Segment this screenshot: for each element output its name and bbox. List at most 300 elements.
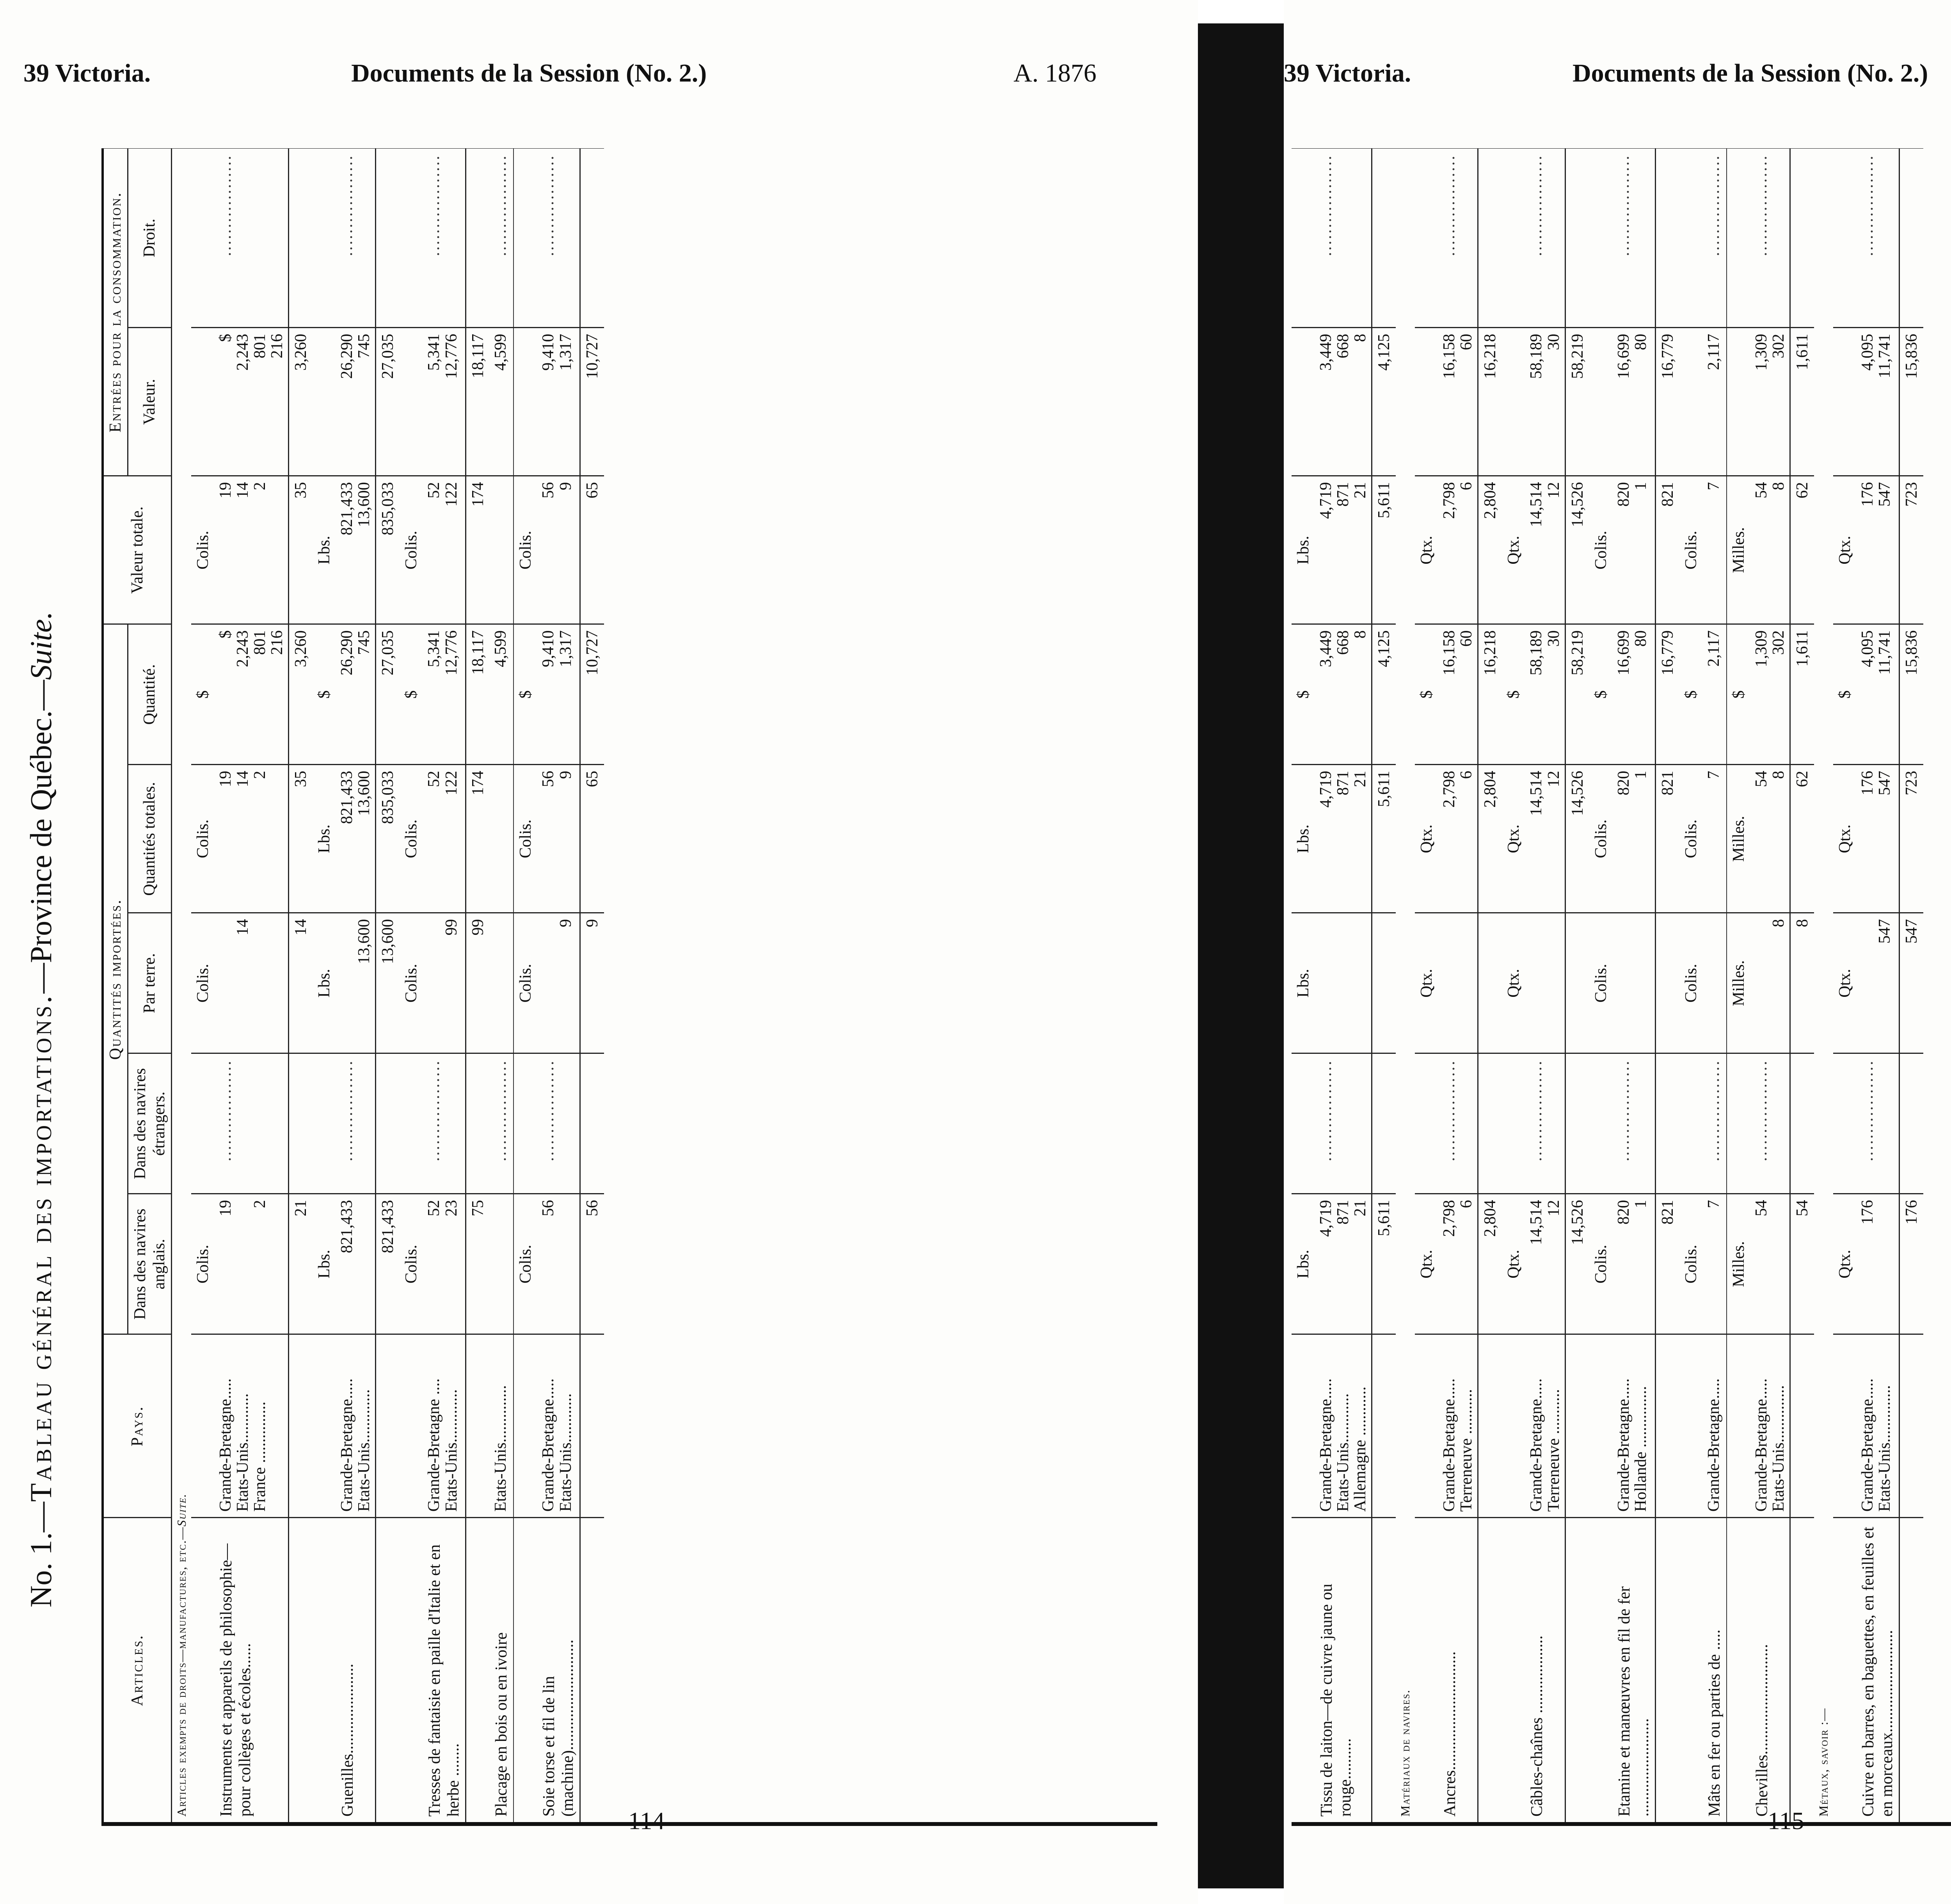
total-droit xyxy=(376,148,400,328)
unit-spacer xyxy=(400,1518,423,1822)
q-unit: Lbs. xyxy=(1292,476,1315,624)
anglais-unit: Colis. xyxy=(400,1194,423,1334)
total-spacer xyxy=(1478,1334,1502,1518)
total-quantites: 5,611 xyxy=(1372,765,1396,913)
right-table-frame xyxy=(1292,148,1951,1826)
unit-spacer xyxy=(1589,1334,1613,1518)
total-quantite: 62 xyxy=(1790,476,1814,624)
valeur-totale-cell: 4,095 11,741 xyxy=(1857,624,1899,765)
terre-cell: 547 xyxy=(1857,913,1899,1053)
unit-spacer xyxy=(1833,1334,1857,1518)
total-quantites: 174 xyxy=(466,765,490,913)
anglais-unit: Colis. xyxy=(1679,1194,1703,1334)
total-etrangers xyxy=(289,1053,313,1194)
total-droit xyxy=(1372,148,1396,328)
total-valeur: 16,218 xyxy=(1478,328,1502,476)
total-quantite: 35 xyxy=(289,476,313,624)
total-valeur: 4,125 xyxy=(1372,328,1396,476)
d-unit xyxy=(1727,148,1750,328)
droit-cell: .................. xyxy=(1703,148,1727,328)
article-cell: Chevilles........................... xyxy=(1750,1518,1790,1822)
header-documents: Documents de la Session (No. 2.) xyxy=(1573,59,1928,87)
table-row xyxy=(1750,148,1790,1822)
v-unit xyxy=(1415,328,1438,476)
etrangers-unit xyxy=(400,1053,423,1194)
quantites-totales-cell: 2,798 6 xyxy=(1438,765,1478,913)
total-valeur: 27,035 xyxy=(376,328,400,476)
v-unit xyxy=(1679,328,1703,476)
unit-spacer xyxy=(1502,1334,1525,1518)
title-suite: Suite. xyxy=(24,611,58,680)
total-etrangers xyxy=(1478,1053,1502,1194)
table-row xyxy=(1525,148,1565,1822)
quantites-totales-cell xyxy=(490,765,514,913)
total-valeur-totale: 10,727 xyxy=(580,624,604,765)
total-quantite: 821 xyxy=(1655,476,1679,624)
terre-unit: Lbs. xyxy=(313,913,336,1053)
total-quantites: 65 xyxy=(580,765,604,913)
import-table-right xyxy=(1292,148,1923,1822)
total-droit xyxy=(1655,148,1679,328)
total-row xyxy=(1478,148,1502,1822)
terre-cell xyxy=(1613,913,1656,1053)
terre-unit: Colis. xyxy=(400,913,423,1053)
etrangers-unit xyxy=(313,1053,336,1194)
qt-unit: Colis. xyxy=(1589,765,1613,913)
terre-unit: Colis. xyxy=(191,913,215,1053)
total-anglais: 2,804 xyxy=(1478,1194,1502,1334)
valeur-totale-cell: 2,117 xyxy=(1703,624,1727,765)
droit-cell: .................. xyxy=(1315,148,1372,328)
q-unit: Colis. xyxy=(1679,476,1703,624)
table-title xyxy=(23,359,59,1607)
unit-row xyxy=(1727,148,1750,1822)
total-quantites: 35 xyxy=(289,765,313,913)
q-unit: Qtx. xyxy=(1415,476,1438,624)
quantite-cell: 14,514 12 xyxy=(1525,476,1565,624)
total-valeur-totale: 1,611 xyxy=(1790,624,1814,765)
unit-spacer xyxy=(1415,1518,1438,1822)
d-unit xyxy=(400,148,423,328)
total-spacer xyxy=(1899,1334,1923,1518)
total-quantite: 835,033 xyxy=(376,476,400,624)
total-spacer xyxy=(376,1518,400,1822)
section-heading xyxy=(1814,148,1833,1822)
total-etrangers xyxy=(1790,1053,1814,1194)
article-cell: Mâts en fer ou parties de ..... xyxy=(1703,1518,1727,1822)
total-spacer xyxy=(580,1518,604,1822)
unit-row xyxy=(1292,148,1315,1822)
quantite-cell xyxy=(490,476,514,624)
header-victoria: 39 Victoria. xyxy=(23,59,151,87)
unit-spacer xyxy=(191,1518,215,1822)
terre-cell xyxy=(1438,913,1478,1053)
valeur-cell: 58,189 30 xyxy=(1525,328,1565,476)
book-gutter xyxy=(1198,23,1284,1888)
total-terre xyxy=(1655,913,1679,1053)
col-valeur-totale: Valeur totale. xyxy=(104,476,171,624)
total-quantites: 14,526 xyxy=(1565,765,1589,913)
title-suffix: —Province de Québec.— xyxy=(24,680,58,994)
unit-spacer xyxy=(313,1334,336,1518)
anglais-unit: Colis. xyxy=(514,1194,537,1334)
anglais-cell: 14,514 12 xyxy=(1525,1194,1565,1334)
total-spacer xyxy=(1372,1334,1396,1518)
terre-cell xyxy=(490,913,514,1053)
total-spacer xyxy=(376,1334,400,1518)
pays-cell: Grande-Bretagne..... Etats-Unis............ France ............... xyxy=(215,1334,289,1518)
table-row xyxy=(1315,148,1372,1822)
section-label: Métaux, savoir :— xyxy=(1816,1707,1830,1817)
etrangers-unit xyxy=(1727,1053,1750,1194)
valeur-totale-cell: 9,410 1,317 xyxy=(537,624,580,765)
total-row xyxy=(1899,148,1923,1822)
etrangers-cell: .................. xyxy=(336,1053,376,1194)
unit-row xyxy=(1833,148,1857,1822)
etrangers-unit xyxy=(191,1053,215,1194)
total-droit xyxy=(1899,148,1923,328)
unit-row xyxy=(313,148,336,1822)
d-unit xyxy=(1292,148,1315,328)
v-unit xyxy=(1589,328,1613,476)
pays-cell: Grande-Bretagne..... xyxy=(1703,1334,1727,1518)
unit-row xyxy=(1415,148,1438,1822)
table-row xyxy=(215,148,289,1822)
pays-cell: Grande-Bretagne..... Etats-Unis............ xyxy=(537,1334,580,1518)
unit-spacer xyxy=(1292,1334,1315,1518)
total-row xyxy=(580,148,604,1822)
total-anglais: 821,433 xyxy=(376,1194,400,1334)
q-unit: Colis. xyxy=(191,476,215,624)
total-spacer xyxy=(580,1334,604,1518)
total-terre xyxy=(1565,913,1589,1053)
v-unit xyxy=(1833,328,1857,476)
v-unit xyxy=(313,328,336,476)
anglais-cell xyxy=(490,1194,514,1334)
unit-row xyxy=(400,148,423,1822)
terre-unit: Colis. xyxy=(1589,913,1613,1053)
page-number-right: 115 xyxy=(1768,1807,1804,1835)
vt-unit: $ xyxy=(1679,624,1703,765)
total-valeur: 3,260 xyxy=(289,328,313,476)
anglais-unit: Lbs. xyxy=(1292,1194,1315,1334)
total-anglais: 176 xyxy=(1899,1194,1923,1334)
anglais-cell: 821,433 xyxy=(336,1194,376,1334)
unit-spacer xyxy=(1727,1518,1750,1822)
total-droit xyxy=(1565,148,1589,328)
quantites-totales-cell: 56 9 xyxy=(537,765,580,913)
terre-cell: 14 xyxy=(215,913,289,1053)
vt-unit: $ xyxy=(1292,624,1315,765)
anglais-cell: 52 23 xyxy=(423,1194,466,1334)
total-etrangers xyxy=(1899,1053,1923,1194)
valeur-cell: 4,095 11,741 xyxy=(1857,328,1899,476)
etrangers-unit xyxy=(1415,1053,1438,1194)
total-anglais: 821 xyxy=(1655,1194,1679,1334)
valeur-cell: 2,117 xyxy=(1703,328,1727,476)
droit-cell: .................. xyxy=(1857,148,1899,328)
valeur-totale-cell: 58,189 30 xyxy=(1525,624,1565,765)
etrangers-cell: .................. xyxy=(1315,1053,1372,1194)
total-valeur: 10,727 xyxy=(580,328,604,476)
qt-unit: Lbs. xyxy=(313,765,336,913)
col-navires-anglais: Dans des navires anglais. xyxy=(128,1194,172,1334)
anglais-cell: 56 xyxy=(537,1194,580,1334)
valeur-cell: 5,341 12,776 xyxy=(423,328,466,476)
article-cell: Tissu de laiton—de cuivre jaune ou rouge.......... xyxy=(1315,1518,1372,1822)
unit-spacer xyxy=(1415,1334,1438,1518)
q-unit: Milles. xyxy=(1727,476,1750,624)
valeur-totale-cell: 4,599 xyxy=(490,624,514,765)
total-quantites: 62 xyxy=(1790,765,1814,913)
unit-spacer xyxy=(514,1334,537,1518)
unit-row xyxy=(514,148,537,1822)
quantite-cell: 7 xyxy=(1703,476,1727,624)
anglais-unit: Qtx. xyxy=(1833,1194,1857,1334)
etrangers-cell: .................. xyxy=(215,1053,289,1194)
col-quantites-totales: Quantités totales. xyxy=(128,765,172,913)
total-valeur-totale: 4,125 xyxy=(1372,624,1396,765)
unit-spacer xyxy=(191,1334,215,1518)
page-number-left: 114 xyxy=(628,1807,665,1835)
col-navires-etrangers: Dans des navires étrangers. xyxy=(128,1053,172,1194)
valeur-totale-cell: 26,290 745 xyxy=(336,624,376,765)
section-label: Matériaux de navires. xyxy=(1398,1689,1413,1817)
total-terre: 14 xyxy=(289,913,313,1053)
col-pays: Pays. xyxy=(104,1334,171,1518)
anglais-unit: Milles. xyxy=(1727,1194,1750,1334)
vt-unit: $ xyxy=(400,624,423,765)
quantite-cell: 4,719 871 21 xyxy=(1315,476,1372,624)
total-row xyxy=(1372,148,1396,1822)
article-cell: Cuivre en barres, en baguettes, en feuilles et en morceaux......................... xyxy=(1857,1518,1899,1822)
anglais-cell: 2,798 6 xyxy=(1438,1194,1478,1334)
header-victoria: 39 Victoria. xyxy=(1284,59,1411,87)
col-group-consommation: Entrées pour la consommation. xyxy=(104,148,128,476)
qt-unit: Colis. xyxy=(514,765,537,913)
vt-unit: $ xyxy=(1415,624,1438,765)
unit-spacer xyxy=(1679,1334,1703,1518)
total-etrangers xyxy=(580,1053,604,1194)
d-unit xyxy=(1679,148,1703,328)
quantites-totales-cell: 4,719 871 21 xyxy=(1315,765,1372,913)
total-valeur-totale: 16,218 xyxy=(1478,624,1502,765)
q-unit: Qtx. xyxy=(1833,476,1857,624)
valeur-totale-cell: 5,341 12,776 xyxy=(423,624,466,765)
article-cell: Soie torse et fil de lin (machine)........................... xyxy=(537,1518,580,1822)
etrangers-cell: .................. xyxy=(1703,1053,1727,1194)
anglais-unit: Qtx. xyxy=(1502,1194,1525,1334)
header-year: A. 1876 xyxy=(1013,59,1096,87)
quantites-totales-cell: 7 xyxy=(1703,765,1727,913)
total-droit xyxy=(466,148,490,328)
section-row xyxy=(171,148,191,1822)
etrangers-unit xyxy=(1679,1053,1703,1194)
unit-row xyxy=(1679,148,1703,1822)
vt-unit: $ xyxy=(1833,624,1857,765)
unit-spacer xyxy=(1833,1518,1857,1822)
total-anglais: 56 xyxy=(580,1194,604,1334)
d-unit xyxy=(1415,148,1438,328)
valeur-totale-cell: 16,158 60 xyxy=(1438,624,1478,765)
total-anglais: 5,611 xyxy=(1372,1194,1396,1334)
quantite-cell: 2,798 6 xyxy=(1438,476,1478,624)
pays-cell: Etats-Unis.............. xyxy=(490,1334,514,1518)
quantite-cell: 820 1 xyxy=(1613,476,1656,624)
total-droit xyxy=(1790,148,1814,328)
anglais-cell: 54 xyxy=(1750,1194,1790,1334)
total-valeur: 18,117 xyxy=(466,328,490,476)
anglais-cell: 820 1 xyxy=(1613,1194,1656,1334)
droit-cell: .................. xyxy=(537,148,580,328)
valeur-cell: $ 2,243 801 216 xyxy=(215,328,289,476)
q-unit: Qtx. xyxy=(1502,476,1525,624)
total-quantites: 835,033 xyxy=(376,765,400,913)
section-row xyxy=(1814,148,1833,1822)
total-row xyxy=(289,148,313,1822)
total-anglais: 14,526 xyxy=(1565,1194,1589,1334)
valeur-cell: 26,290 745 xyxy=(336,328,376,476)
total-terre: 13,600 xyxy=(376,913,400,1053)
table-row xyxy=(490,148,514,1822)
vt-unit: $ xyxy=(1727,624,1750,765)
total-droit xyxy=(580,148,604,328)
qt-unit: Qtx. xyxy=(1415,765,1438,913)
col-par-terre: Par terre. xyxy=(128,913,172,1053)
total-valeur-totale: 3,260 xyxy=(289,624,313,765)
v-unit xyxy=(1292,328,1315,476)
etrangers-cell: .................. xyxy=(1525,1053,1565,1194)
vt-unit: $ xyxy=(1589,624,1613,765)
d-unit xyxy=(191,148,215,328)
terre-cell: 13,600 xyxy=(336,913,376,1053)
total-quantites: 821 xyxy=(1655,765,1679,913)
qt-unit: Qtx. xyxy=(1833,765,1857,913)
total-spacer xyxy=(1655,1334,1679,1518)
unit-spacer xyxy=(1589,1518,1613,1822)
etrangers-cell: .................. xyxy=(490,1053,514,1194)
total-valeur: 1,611 xyxy=(1790,328,1814,476)
v-unit xyxy=(400,328,423,476)
valeur-totale-cell: 3,449 668 8 xyxy=(1315,624,1372,765)
total-valeur-totale: 58,219 xyxy=(1565,624,1589,765)
unit-row xyxy=(1502,148,1525,1822)
total-anglais: 21 xyxy=(289,1194,313,1334)
pays-cell: Grande-Bretagne..... Terreneuve ........... xyxy=(1438,1334,1478,1518)
unit-spacer xyxy=(1292,1518,1315,1822)
total-spacer xyxy=(1790,1518,1814,1822)
etrangers-cell: .................. xyxy=(1613,1053,1656,1194)
total-droit xyxy=(289,148,313,328)
terre-cell: 99 xyxy=(423,913,466,1053)
total-spacer xyxy=(466,1518,490,1822)
etrangers-unit xyxy=(514,1053,537,1194)
table-row xyxy=(423,148,466,1822)
v-unit xyxy=(514,328,537,476)
anglais-unit: Colis. xyxy=(191,1194,215,1334)
total-spacer xyxy=(466,1334,490,1518)
etrangers-unit xyxy=(1833,1053,1857,1194)
qt-unit: Colis. xyxy=(400,765,423,913)
pays-cell: Grande-Bretagne..... Hollande ............... xyxy=(1613,1334,1656,1518)
anglais-cell: 176 xyxy=(1857,1194,1899,1334)
q-unit: Lbs. xyxy=(313,476,336,624)
article-cell: Ancres............................. xyxy=(1438,1518,1478,1822)
droit-cell: .................. xyxy=(336,148,376,328)
etrangers-cell: .................. xyxy=(537,1053,580,1194)
total-terre: 9 xyxy=(580,913,604,1053)
pays-cell: Grande-Bretagne..... Etats-Unis............. xyxy=(336,1334,376,1518)
etrangers-unit xyxy=(1502,1053,1525,1194)
total-spacer xyxy=(1478,1518,1502,1822)
anglais-cell: 19 2 xyxy=(215,1194,289,1334)
total-row xyxy=(1565,148,1589,1822)
header-documents: Documents de la Session (No. 2.) xyxy=(351,59,707,87)
droit-cell: .................. xyxy=(1613,148,1656,328)
terre-cell xyxy=(1703,913,1727,1053)
total-row xyxy=(376,148,400,1822)
article-cell: Tresses de fantaisie en paille d'Italie et en herbe ........ xyxy=(423,1518,466,1822)
total-anglais: 75 xyxy=(466,1194,490,1334)
table-row xyxy=(336,148,376,1822)
col-droit: Droit. xyxy=(128,148,172,328)
unit-spacer xyxy=(1679,1518,1703,1822)
total-valeur-totale: 16,779 xyxy=(1655,624,1679,765)
title-main: Tableau général des importations. xyxy=(24,993,58,1502)
unit-spacer xyxy=(514,1518,537,1822)
d-unit xyxy=(1502,148,1525,328)
anglais-cell: 4,719 871 21 xyxy=(1315,1194,1372,1334)
table-row xyxy=(1703,148,1727,1822)
total-etrangers xyxy=(1372,1053,1396,1194)
total-etrangers xyxy=(376,1053,400,1194)
valeur-cell: 16,158 60 xyxy=(1438,328,1478,476)
valeur-totale-cell: 1,309 302 xyxy=(1750,624,1790,765)
total-valeur-totale: 27,035 xyxy=(376,624,400,765)
pays-cell: Grande-Bretagne .... Etats-Unis............. xyxy=(423,1334,466,1518)
terre-cell xyxy=(1525,913,1565,1053)
d-unit xyxy=(1589,148,1613,328)
terre-unit: Qtx. xyxy=(1833,913,1857,1053)
unit-row xyxy=(1589,148,1613,1822)
quantite-cell: 176 547 xyxy=(1857,476,1899,624)
pays-cell: Grande-Bretagne..... Etats-Unis.............. xyxy=(1857,1334,1899,1518)
unit-spacer xyxy=(400,1334,423,1518)
unit-spacer xyxy=(1727,1334,1750,1518)
total-quantites: 2,804 xyxy=(1478,765,1502,913)
total-quantite: 65 xyxy=(580,476,604,624)
total-spacer xyxy=(1565,1334,1589,1518)
col-quantite: Quantité. xyxy=(128,624,172,765)
etrangers-cell: .................. xyxy=(1750,1053,1790,1194)
quantites-totales-cell: 54 8 xyxy=(1750,765,1790,913)
total-quantite: 14,526 xyxy=(1565,476,1589,624)
table-row xyxy=(537,148,580,1822)
q-unit: Colis. xyxy=(400,476,423,624)
total-anglais: 54 xyxy=(1790,1194,1814,1334)
total-droit xyxy=(1478,148,1502,328)
section-row xyxy=(1396,148,1415,1822)
quantites-totales-cell: 820 1 xyxy=(1613,765,1656,913)
total-quantite: 174 xyxy=(466,476,490,624)
qt-unit: Lbs. xyxy=(1292,765,1315,913)
article-cell: Placage en bois ou en ivoire xyxy=(490,1518,514,1822)
droit-cell: .................. xyxy=(1438,148,1478,328)
etrangers-cell: .................. xyxy=(1438,1053,1478,1194)
article-cell: Instruments et appareils de philosophie—pour collèges et écoles...... xyxy=(215,1518,289,1822)
unit-spacer xyxy=(313,1518,336,1822)
v-unit xyxy=(1502,328,1525,476)
